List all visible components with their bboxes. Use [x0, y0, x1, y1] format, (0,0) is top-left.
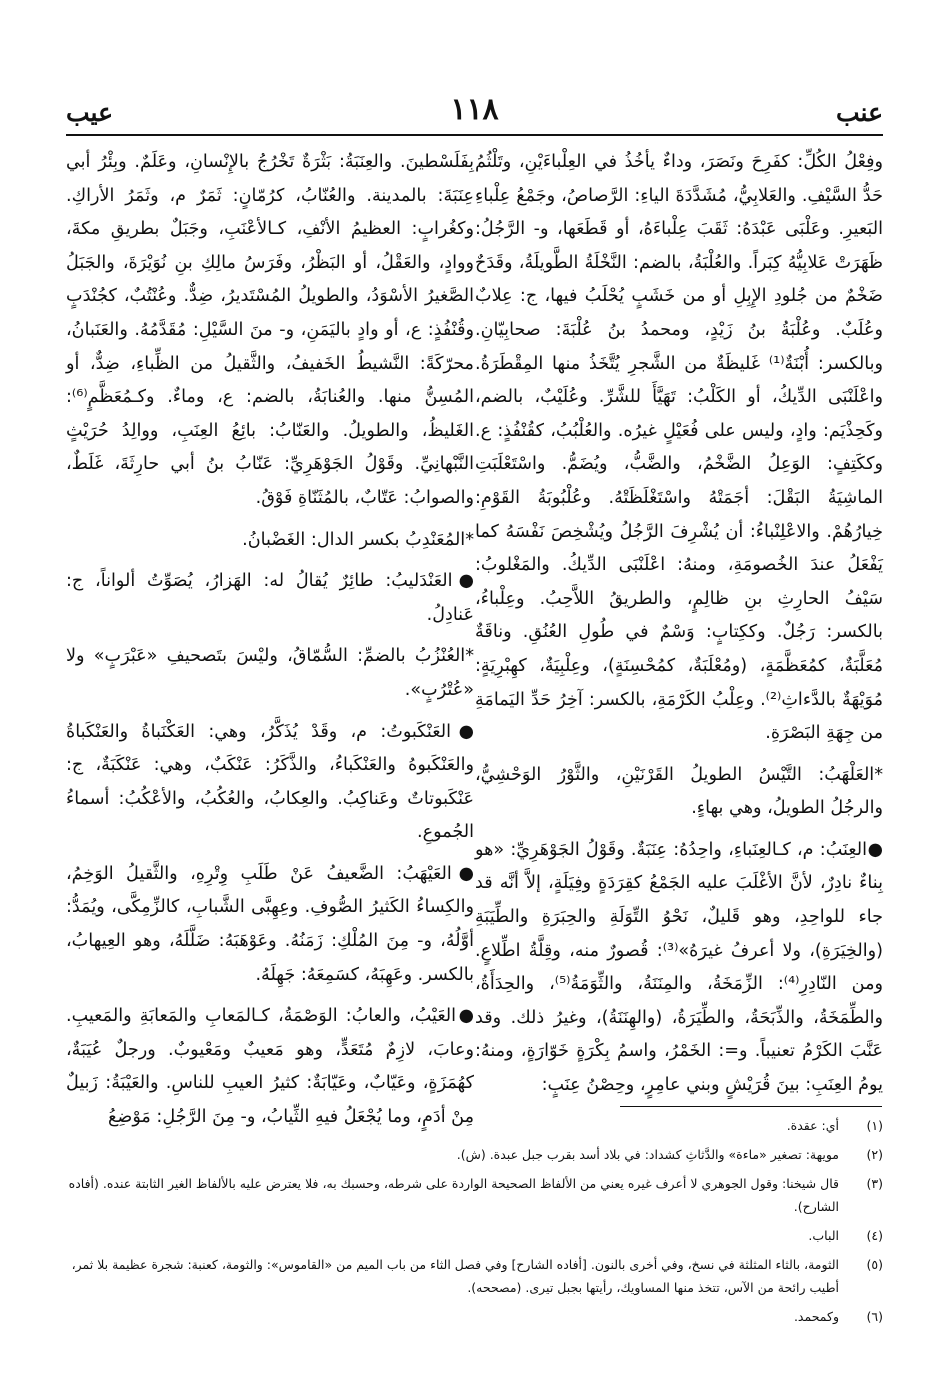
running-head-left: عيب [66, 98, 114, 127]
entry-paragraph: *العُنْزُبُ بالضمِّ: السُّمّاقُ، وليْسَ بتَصحيفِ «عَبْرَبٍ» ولا «عُتْرُبٍ». [66, 646, 474, 700]
header-rule [66, 134, 883, 136]
page-header [66, 92, 883, 132]
footnote-number: (٦) [866, 1309, 883, 1324]
page-number: ١١٨ [450, 92, 499, 127]
entry-paragraph: بِفَلَسْطينَ. والعِنَبَةُ: بَثْرَةٌ تَخْرُجُ بالإِنْسانِ، وعَلَمٌ. وبِئْرُ أبي عِنَبَةَ: بالمدينة. والعُنّابُ، كرُمّانٍ: ثَمَرٌ م، وثَمَرُ الأراكِ. وكغُرابٍ: العظيمُ الأنْفِ، كـالأعْنَبِ، وجَبَلٌ بطريقِ مكةَ، ووادٍ، والعَقْلُ، أو البَظْرُ، وفَرَسُ مالِكِ بنِ نُوَيْرَةَ، والجَبَلُ الصَّغيرُ الأسْوَدُ، والطويلُ المُسْتَديرُ، ضِدٌّ. وعُنْتُبٌ، كجُنْدَبٍ وقُنْفُذٍ: ع، أو وادٍ باليَمَنِ، و- منَ السَّيْلِ: مُقَدَّمُهُ. والعَنَبانُ، محرّكَةً: النَّشيطُ الخَفيفُ، والثَّقيلُ من الظِّباءِ، ضِدٌّ، أو المُسِنُّ منها. والعُنابَةُ، بالضم: ع، وماءٌ. وكـمُعَظَّمٍ⁽⁶⁾: الغَليظُ، والطويلُ. والعَنّابُ: بائِعُ العِنَبِ، ووالِدُ حُرَيْثٍ النَّبْهانِيِّ. وقَوْلُ الجَوْهَرِيِّ: عَنّابُ بنُ أبي حارِثَةَ، غَلَطٌ، والصوابُ: عَتّابٌ، بالمُثَنّاةِ فَوْقُ. [66, 152, 474, 508]
entry-paragraph: ●العَنْدَليبُ: طائِرٌ يُقالُ له: الهَزارُ، يُصَوِّتُ ألواناً، ج: عَنادِلُ. [66, 571, 474, 625]
footnote [66, 1224, 883, 1247]
footnote-rule [620, 1106, 882, 1107]
entry-paragraph: ●العَنْكَبوتُ: م، وقَدْ يُذَكَّرُ، وهي: العَكْنَباةُ والعَنْكَباةُ والعَنْكَبوهُ والعَنْكَباءُ، والذَّكَرُ: عَنْكَبٌ، وهي: عَنْكَبَةٌ، ج: عَنْكَبوتاتٌ وعَناكِبُ. والعِكابُ، والعُكُبُ، والأعْكُبُ: أسماءُ الجُموعِ. [66, 721, 474, 843]
footnote-text: أي: عقدة. [786, 1118, 839, 1133]
entry-paragraph: *المُعَنْدِبُ بكسر الدال: الغَضْبانُ. [242, 529, 474, 550]
entry-paragraph: وفِعْلُ الكُلِّ: كفَرِحَ ونَصَرَ، وداءٌ يأخُذُ في العِلْباءَيْنِ، وتَلْثُمُ حَدُّ السَّيْفِ. والعَلابِيُّ، مُشَدَّدَةَ الياءِ: الرَّصاصُ، وجَمْعُ عِلْباءِ البَعيرِ. وعَلْبَى عَبْدَهُ: ثَقَبَ عِلْباءَهُ، أو قَطَعَها، و- الرَّجُلُ: ظَهَرَتْ عَلابِيُّهُ كِبَراً. والعُلْبَةُ، بالضم: النَّخْلَةُ الطَّويلَةُ، وقَدَحٌ ضَخْمٌ من جُلودِ الإِبِلِ أو من خَشَبٍ يُحْلَبُ فيها، ج: عِلابٌ وعُلَبٌ. وعُلْبَةُ بنُ زَيْدٍ، ومحمدُ بنُ عُلْبَةَ: صحابِيّانِ. وبالكسر: أُبْنَةٌ⁽¹⁾ غَليظَةٌ من الشَّجرِ يُتَّخَذُ منها المِقْطَرَةُ. واعْلَنْبَى الدِّيكُ، أو الكَلْبُ: تَهَيَّأَ للشَّرِّ. وعُلَيْبٌ، بالضم، وكَحِذْيَم: وادٍ، وليس على فُعَيْلٍ غيرُه. والعُلْبُبُ، كقُنْفُذٍ: ع. وككَتِفٍ: الوَعِلُ الضَّخْمُ، والضَّبُّ، ويُضَمُّ. واسْتَعْلَبَتِ الماشِيَةُ البَقْلَ: أجَمَتْهُ واسْتَغْلَظَتْهُ. وعُلْبُوبَةُ القَوْمِ: خِيارُهُمْ. والاعْلِنْباءُ: أن يُشْرِفَ الرَّجُلُ ويُشْخِصَ نَفْسَهُ كما يَفْعَلُ عندَ الخُصومَةِ، ومنهُ: اعْلَنْبَى الدِّيكُ. والمَغْلوبُ: سَيْفُ الحارِثِ بنِ ظالِمٍ، والطريقُ اللاَّحِبُ. وعِلْباءُ، بالكسر: رَجُلٌ. وككِتابٍ: وَسْمٌ في طُولِ العُنُقِ. وناقَةٌ مُعَلَّبَةٌ، كمُعَظَّمَةٍ، (ومُعْلَبَةٌ، كمُحْسِنَةٍ)، وعِلْبِيَةٌ، كهِبْرِيَةٍ: مُوَيْهَةٌ بالدَّءاثِ⁽²⁾. وعِلْبُ الكَرْمَةِ، بالكسر: آخِرُ حَدِّ اليَمامَةِ من جِهَةِ البَصْرَةِ. [475, 152, 883, 744]
footnote-text: مويهة: تصغير «ماءة» والدَّثاثِ كشداد: في بلاد أسد بقرب جبل عبدة. (ش). [456, 1147, 839, 1162]
footnote-text: قال شيخنا: وقول الجوهري لا أعرف غيره يعني من الألفاظ الصحيحة الواردة على شرطه، وحسبك به، فلا يعترض عليه بالألفاظ الغير الثابتة عنده. (أفاده الشارح). [68, 1176, 839, 1214]
footnote [66, 1305, 883, 1328]
running-head-right: عنب [835, 98, 883, 127]
left-column [66, 146, 474, 1128]
footnote-text: وكمحمد. [793, 1309, 839, 1324]
entry-paragraph: ●العَيْهَبُ: الضَّعيفُ عَنْ طَلَبِ وِتْرِهِ، والثَّقيلُ الوَخِمُ، والكِساءُ الكَثيرُ الصُّوفِ. وعِهِبَّى الشَّبابِ، كالزِّمِكَّى، ويُمَدُّ: أوَّلُهُ، و- مِنَ المُلْكِ: زَمَنُهُ. وعَوْهَبَهُ: ضَلَّلَهُ، وهو العِيهابُ، بالكسر. وعَهِبَهُ، كسَمِعَهُ: جَهِلَهُ. [66, 863, 474, 985]
footnote-text: الثومة، بالثاء المثلثة في نسخ، وفي أخرى بالنون. [أفاده الشارح] وفي فصل الثاء من باب الميم من «القاموس»: والثومة، كعنبة: شجرة عظيمة بلا ثمر، أطيب رائحة من الآس، تتخذ منها المساويك، رأيتها بجبل تيرى. (مصححه). [71, 1257, 839, 1295]
entry-paragraph: ●العِنَبُ: م، كـالعِنَباءِ، واحِدُهُ: عِنَبَةٌ. وقَوْلُ الجَوْهَرِيِّ: «هو بِناءٌ نادِرٌ، لأنَّ الأغْلَبَ عليه الجَمْعُ كقِرَدَةٍ وفِيَلَةٍ، إلاَّ أنَّه قد جاء للواحِدِ، وهو قَليلٌ، نَحْوُ التِّوَلَةِ والحِبَرَةِ والطِّيَبَةِ (والخِيَرَةِ)، ولا أعرفُ غيرَهُ»⁽³⁾: قُصورٌ منه، وقِلَّةُ اطِّلاعٍ. ومن النّادِرِ⁽⁴⁾: الزِّمَخَةُ، والمِنَنَةُ، والثِّوَمَةُ⁽⁵⁾، والحِدَأَةُ، والطِّمَخَةُ، والذِّبَحَةُ، والطِّيَرَةُ، (والهِنَنَةُ)، وغيرُ ذلك. وقد عَنَّبَ الكَرْمُ تعنيباً. و=: الخَمْرُ، واسمُ بِكْرَةٍ خَوّارَةٍ، ومنهُ: يومُ العِنَبِ: بينَ قُرَيْشٍ وبني عامِرٍ، وحِصْنُ عِنَبٍ: [475, 839, 883, 1096]
footnote-number: (٣) [866, 1176, 883, 1191]
footnote-number: (٢) [866, 1147, 883, 1162]
entry-paragraph: *العَلْهَبُ: التَّيْسُ الطويلُ القَرْنَيْنِ، والثَّوْرُ الوَحْشِيُّ، والرجُلُ الطويلُ، وهي بهاءٍ. [475, 764, 883, 819]
footnote [66, 1172, 883, 1218]
footnote [66, 1143, 883, 1166]
right-column [475, 146, 883, 1096]
footnote-number: (٤) [866, 1228, 883, 1243]
footnote-text: الباب. [808, 1228, 839, 1243]
footnote [66, 1253, 883, 1299]
footnote [66, 1114, 883, 1137]
footnotes [66, 1114, 883, 1334]
footnote-number: (٥) [866, 1257, 883, 1272]
footnote-number: (١) [866, 1118, 883, 1133]
entry-paragraph: ●العَيْبُ، والعابُ: الوَصْمَةُ، كـالمَعابِ والمَعابَةِ والمَعيبِ. وعابَ، لازِمٌ مُتَعَدٍّ، وهو مَعيبٌ ومَعْيوبٌ. ورجلٌ عُيَبَةٌ، كهُمَزَةٍ، وعَيّابٌ، وعَيّابَةٌ: كثيرُ العيبِ للناسِ. والعَيْبَةُ: زَبيلٌ مِنْ أدَمٍ، وما يُجْعَلُ فيهِ الثِّيابُ، و- مِنَ الرَّجُلِ: مَوْضِعُ [66, 1006, 474, 1128]
